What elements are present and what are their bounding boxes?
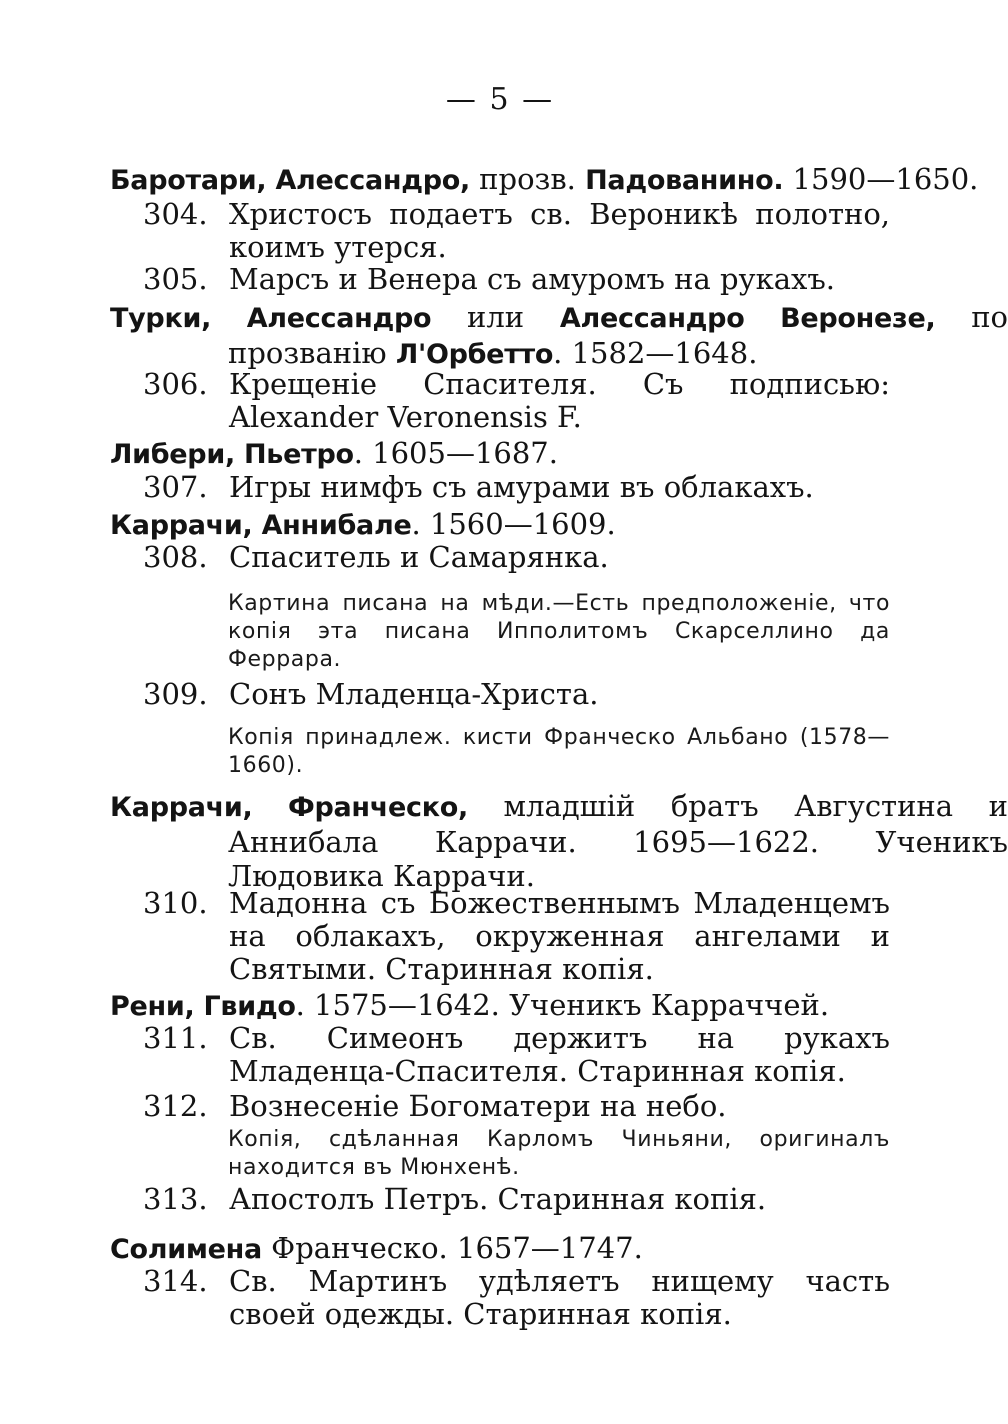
artist-heading-karrachi-annibale <box>110 507 890 543</box>
artist-heading-liberi <box>110 436 890 472</box>
artist-heading-solimena <box>110 1231 890 1267</box>
artist-name: Каррачи, Аннибале <box>110 510 412 541</box>
artist-years: 1590—1650. <box>783 162 979 196</box>
artist-alias-intro: прозв. <box>469 162 586 196</box>
page-number: — 5 — <box>445 82 555 117</box>
catalog-note-312: Копія, сдѣланная Карломъ Чиньяни, оригиналъ находится въ Мюнхенѣ. <box>228 1127 890 1180</box>
catalog-item-313 <box>143 1183 890 1216</box>
artist-heading-reni <box>110 988 890 1024</box>
catalog-item-311 <box>143 1022 890 1088</box>
catalog-note-309: Копія принадлеж. кисти Франческо Альбано (1578—1660). <box>228 725 890 778</box>
artist-bio: младшій братъ Августина и Аннибала Каррачи. 1695—1622. Ученикъ Людовика Каррачи. <box>228 789 1008 893</box>
catalog-item-308 <box>143 541 890 574</box>
item-title: Св. Симеонъ держитъ на рукахъ Младенца-Спасителя. Старинная копія. <box>229 1021 890 1088</box>
item-title: Христосъ подаетъ св. Вероникѣ полотно, коимъ утерся. <box>229 197 890 264</box>
artist-name-given: Алессандро <box>211 303 432 334</box>
artist-heading-barotari <box>110 162 1008 198</box>
item-title: Марсъ и Венера съ амуромъ на рукахъ. <box>229 262 836 296</box>
artist-alias-intro: по прозванію <box>228 300 1008 370</box>
item-title: Мадонна съ Божественнымъ Младенцемъ на облакахъ, окруженная ангелами и Святыми. Старинная копія. <box>229 886 890 986</box>
item-title: Сонъ Младенца-Христа. <box>229 677 599 711</box>
catalog-note-308: Картина писана на мѣди.—Есть предположеніе, что копія эта писана Ипполитомъ Скарселлино да Феррара. <box>228 591 890 672</box>
artist-name: Солимена <box>110 1234 262 1265</box>
artist-name: Турки, <box>110 303 212 334</box>
item-number: 312. <box>143 1089 208 1123</box>
item-number: 306. <box>143 367 208 401</box>
catalog-item-304 <box>143 198 890 264</box>
item-number: 310. <box>143 886 208 920</box>
artist-years: . 1605—1687. <box>353 436 558 470</box>
artist-name: Баротари, Алессандро, <box>110 165 470 196</box>
artist-bio: Франческо. 1657—1747. <box>261 1231 643 1265</box>
item-title: Вознесеніе Богоматери на небо. <box>229 1089 727 1123</box>
catalog-item-306 <box>143 368 890 434</box>
item-title: Св. Мартинъ удѣляетъ нищему часть своей одежды. Старинная копія. <box>229 1264 890 1331</box>
item-title: Игры нимфъ съ амурами въ облакахъ. <box>229 470 814 504</box>
artist-years: . 1582—1648. <box>553 336 758 370</box>
artist-name: Рени, Гвидо <box>110 991 296 1022</box>
artist-alias-2: Л'Орбетто <box>395 339 554 370</box>
item-number: 311. <box>143 1021 208 1055</box>
artist-connector: или <box>431 300 560 334</box>
artist-years: . 1560—1609. <box>411 507 616 541</box>
item-number: 307. <box>143 470 208 504</box>
item-number: 305. <box>143 262 208 296</box>
item-title: Крещеніе Спасителя. Съ подписью: Alexander Veronensis F. <box>229 367 890 434</box>
catalog-item-307 <box>143 471 890 504</box>
item-title: Апостолъ Петръ. Старинная копія. <box>229 1182 767 1216</box>
catalog-item-310 <box>143 887 890 986</box>
item-number: 314. <box>143 1264 208 1298</box>
artist-bio: . 1575—1642. Ученикъ Карраччей. <box>295 988 830 1022</box>
artist-alias: Алессандро Веронезе, <box>559 303 936 334</box>
catalog-item-312 <box>143 1090 890 1123</box>
catalog-item-305 <box>143 263 890 296</box>
item-number: 313. <box>143 1182 208 1216</box>
item-number: 304. <box>143 197 208 231</box>
artist-heading-turki <box>110 300 1008 372</box>
item-title: Спаситель и Самарянка. <box>229 540 609 574</box>
artist-heading-karrachi-francesco <box>110 789 1008 893</box>
item-number: 309. <box>143 677 208 711</box>
artist-name: Каррачи, Франческо, <box>110 792 468 823</box>
catalog-item-309 <box>143 678 890 711</box>
artist-name: Либери, Пьетро <box>110 439 354 470</box>
artist-alias: Падованино. <box>585 165 784 196</box>
catalog-item-314 <box>143 1265 890 1331</box>
item-number: 308. <box>143 540 208 574</box>
